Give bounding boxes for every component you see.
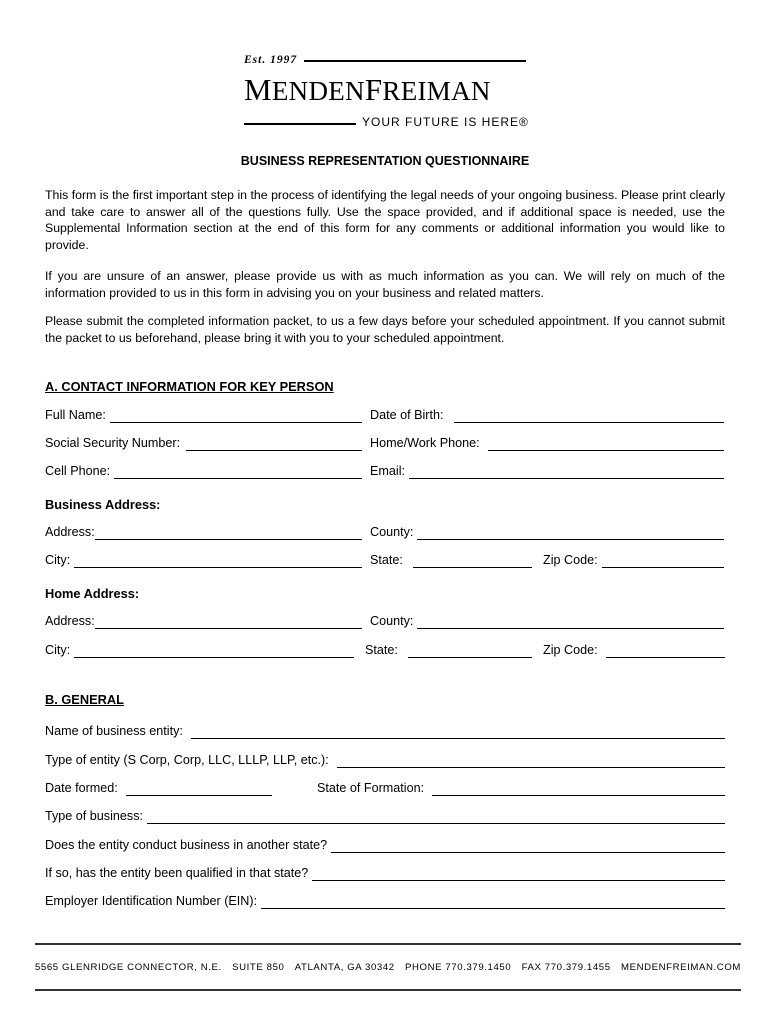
- home-state-input[interactable]: [408, 643, 532, 658]
- home-work-phone-input[interactable]: [488, 436, 724, 451]
- date-formed-field[interactable]: Date formed:: [45, 778, 272, 796]
- entity-name-input[interactable]: [191, 724, 725, 739]
- intro-paragraph-3: Please submit the completed information packet, to us a few days before your scheduled appointment. If you cannot submit the packet to us beforehand, please bring it with you to your scheduled appointment.: [45, 314, 725, 345]
- cell-phone-input[interactable]: [114, 464, 362, 479]
- footer-rule-top: [35, 943, 741, 945]
- footer-suite: SUITE 850: [232, 962, 285, 973]
- footer-address: [35, 962, 741, 973]
- business-county-field[interactable]: County:: [370, 522, 724, 540]
- state-of-formation-input[interactable]: [432, 781, 725, 796]
- footer-city: ATLANTA, GA 30342: [294, 962, 395, 973]
- home-city-field[interactable]: City:: [45, 640, 354, 658]
- business-address-field[interactable]: Address:: [45, 522, 362, 540]
- home-address-field[interactable]: Address:: [45, 611, 362, 629]
- home-work-phone-field[interactable]: Home/Work Phone:: [370, 433, 724, 451]
- full-name-field[interactable]: Full Name:: [45, 405, 362, 423]
- section-b-heading: B. GENERAL: [45, 692, 124, 707]
- full-name-input[interactable]: [110, 408, 362, 423]
- date-formed-input[interactable]: [126, 781, 272, 796]
- qualified-field[interactable]: If so, has the entity been qualified in that state?: [45, 863, 725, 881]
- ein-field[interactable]: Employer Identification Number (EIN):: [45, 891, 725, 909]
- logo-rule-top: [304, 60, 526, 62]
- brand-name: MENDENFREIMAN: [244, 72, 491, 107]
- ssn-field[interactable]: Social Security Number:: [45, 433, 362, 451]
- footer-rule-bottom: [35, 989, 741, 991]
- other-state-input[interactable]: [331, 838, 725, 853]
- home-zip-field[interactable]: Zip Code:: [543, 640, 725, 658]
- footer-website: MENDENFREIMAN.COM: [620, 962, 741, 973]
- cell-phone-field[interactable]: Cell Phone:: [45, 461, 362, 479]
- intro-paragraph-1: This form is the first important step in the process of identifying the legal needs of your ongoing business. Please print clearly and take care to answer all of the questions fully. Use the space provided, and if additional space is needed, use the Supplemental Information section at the end of this form for any comments or additional information you would like to provide.: [45, 188, 725, 252]
- tagline: YOUR FUTURE IS HERE®: [362, 115, 529, 129]
- email-input[interactable]: [409, 464, 724, 479]
- ein-input[interactable]: [261, 894, 725, 909]
- footer-fax: FAX 770.379.1455: [521, 962, 611, 973]
- entity-type-field[interactable]: Type of entity (S Corp, Corp, LLC, LLLP, LLP, etc.):: [45, 750, 725, 768]
- company-logo: [244, 52, 534, 132]
- business-county-input[interactable]: [417, 525, 724, 540]
- section-a-heading: A. CONTACT INFORMATION FOR KEY PERSON: [45, 379, 334, 394]
- business-type-field[interactable]: Type of business:: [45, 806, 725, 824]
- logo-rule-bottom: [244, 123, 356, 125]
- home-county-field[interactable]: County:: [370, 611, 724, 629]
- qualified-input[interactable]: [312, 866, 725, 881]
- home-state-field[interactable]: State:: [365, 640, 532, 658]
- home-address-heading: Home Address:: [45, 586, 140, 601]
- email-field[interactable]: Email:: [370, 461, 724, 479]
- business-address-input[interactable]: [95, 525, 362, 540]
- page-title: BUSINESS REPRESENTATION QUESTIONNAIRE: [240, 154, 530, 168]
- home-city-input[interactable]: [74, 643, 354, 658]
- ssn-input[interactable]: [186, 436, 362, 451]
- intro-paragraph-2: If you are unsure of an answer, please provide us with as much information as you can. We will rely on much of the information provided to us in this form in advising you on your business and related matters.: [45, 269, 725, 300]
- established-year: Est. 1997: [244, 54, 298, 66]
- business-address-heading: Business Address:: [45, 497, 161, 512]
- business-state-field[interactable]: State:: [370, 550, 532, 568]
- business-zip-input[interactable]: [602, 553, 724, 568]
- business-city-field[interactable]: City:: [45, 550, 362, 568]
- other-state-field[interactable]: Does the entity conduct business in another state?: [45, 835, 725, 853]
- state-of-formation-field[interactable]: State of Formation:: [317, 778, 725, 796]
- business-city-input[interactable]: [74, 553, 362, 568]
- home-address-input[interactable]: [95, 614, 362, 629]
- home-county-input[interactable]: [417, 614, 724, 629]
- date-of-birth-input[interactable]: [454, 408, 725, 423]
- business-type-input[interactable]: [147, 809, 725, 824]
- entity-name-field[interactable]: Name of business entity:: [45, 721, 725, 739]
- footer-phone: PHONE 770.379.1450: [405, 962, 512, 973]
- business-zip-field[interactable]: Zip Code:: [543, 550, 724, 568]
- home-zip-input[interactable]: [606, 643, 725, 658]
- footer-street: 5565 GLENRIDGE CONNECTOR, N.E.: [35, 962, 222, 973]
- date-of-birth-field[interactable]: Date of Birth:: [370, 405, 724, 423]
- business-state-input[interactable]: [413, 553, 532, 568]
- entity-type-input[interactable]: [337, 753, 725, 768]
